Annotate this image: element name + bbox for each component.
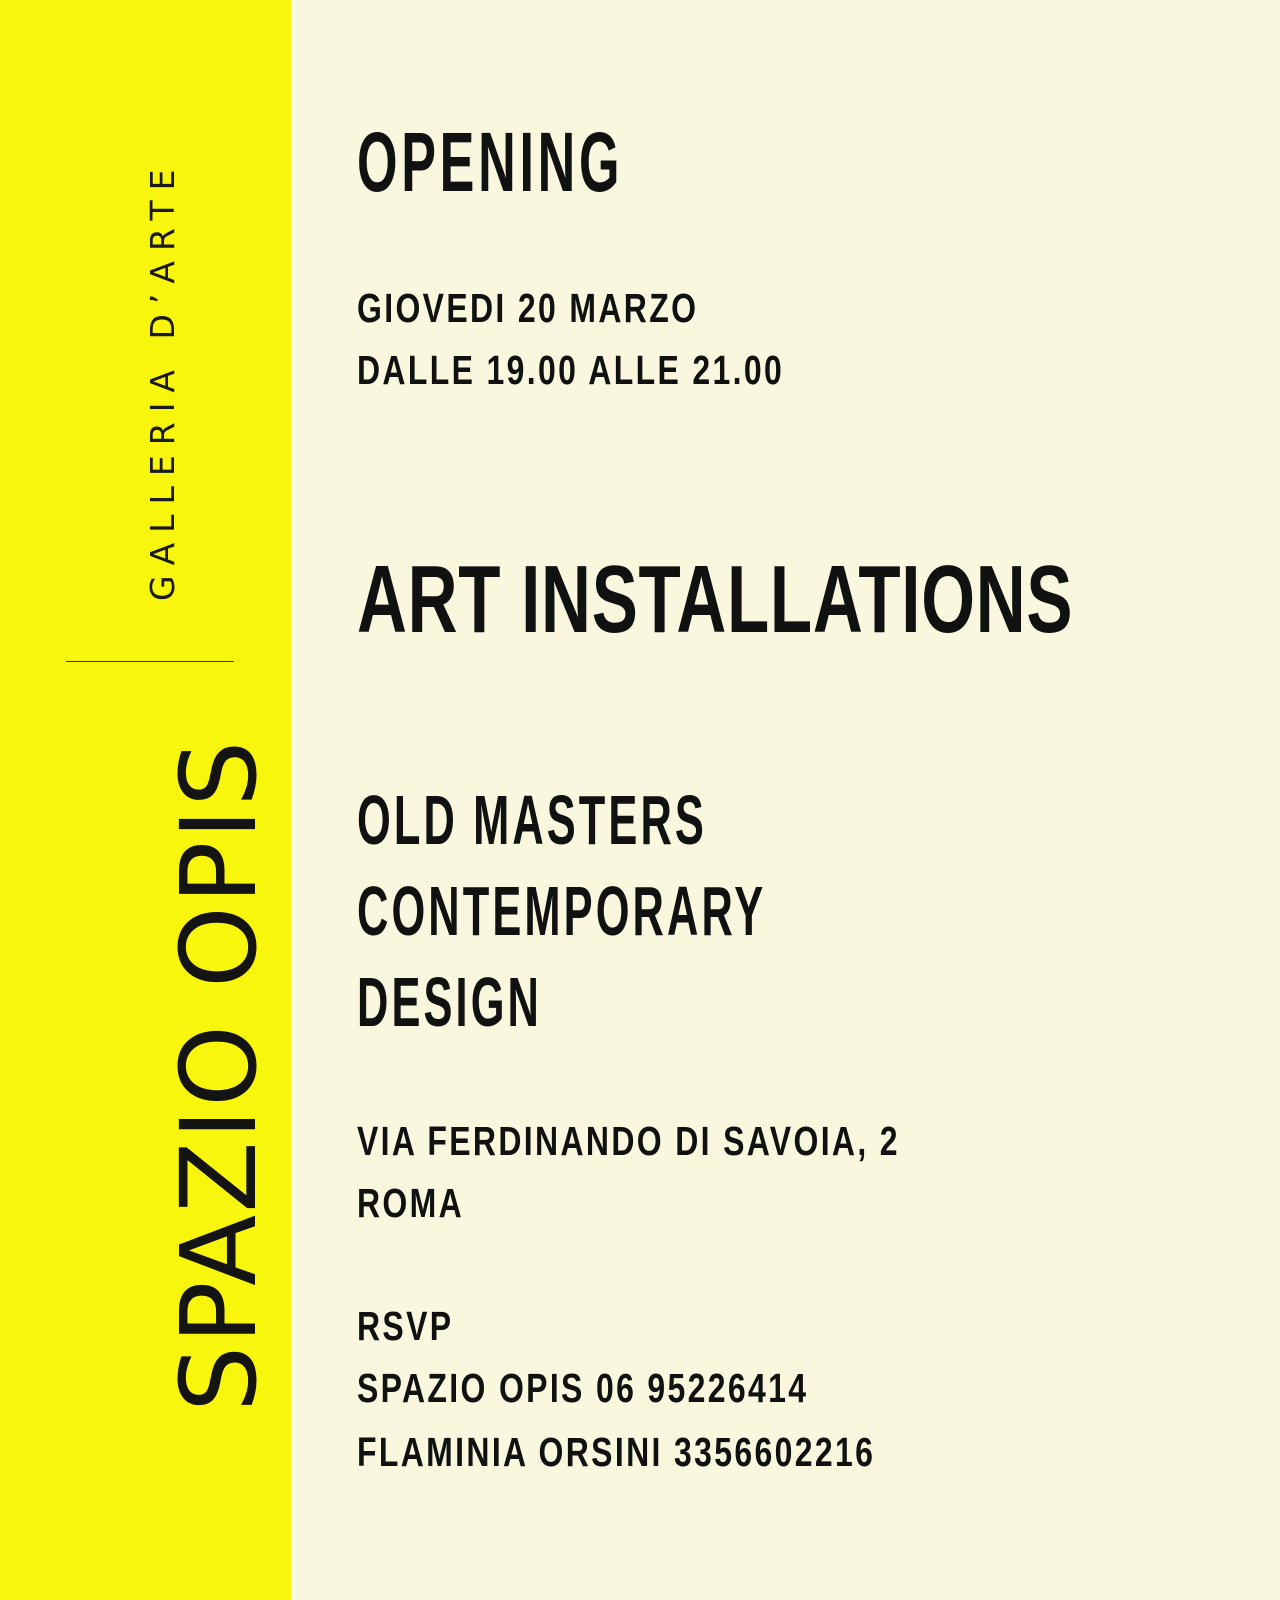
event-heading: OPENING — [357, 115, 624, 209]
brand-sidebar — [0, 0, 291, 1600]
brand-divider — [66, 661, 234, 662]
brand-name: SPAZIO OPIS — [158, 738, 280, 1412]
address-city: ROMA — [357, 1180, 465, 1226]
rsvp-contact-person: FLAMINIA ORSINI 3356602216 — [357, 1429, 876, 1475]
address-street: VIA FERDINANDO DI SAVOIA, 2 — [357, 1118, 900, 1164]
event-title: ART INSTALLATIONS — [357, 546, 1074, 653]
event-time: DALLE 19.00 ALLE 21.00 — [357, 347, 785, 393]
rsvp-label: RSVP — [357, 1303, 454, 1349]
event-date: GIOVEDI 20 MARZO — [357, 285, 699, 331]
brand-tagline: GALLERIA D’ARTE — [143, 159, 182, 601]
category-design: DESIGN — [357, 963, 543, 1041]
category-contemporary: CONTEMPORARY — [357, 872, 767, 950]
category-old-masters: OLD MASTERS — [357, 781, 707, 859]
rsvp-contact-gallery: SPAZIO OPIS 06 95226414 — [357, 1365, 809, 1411]
